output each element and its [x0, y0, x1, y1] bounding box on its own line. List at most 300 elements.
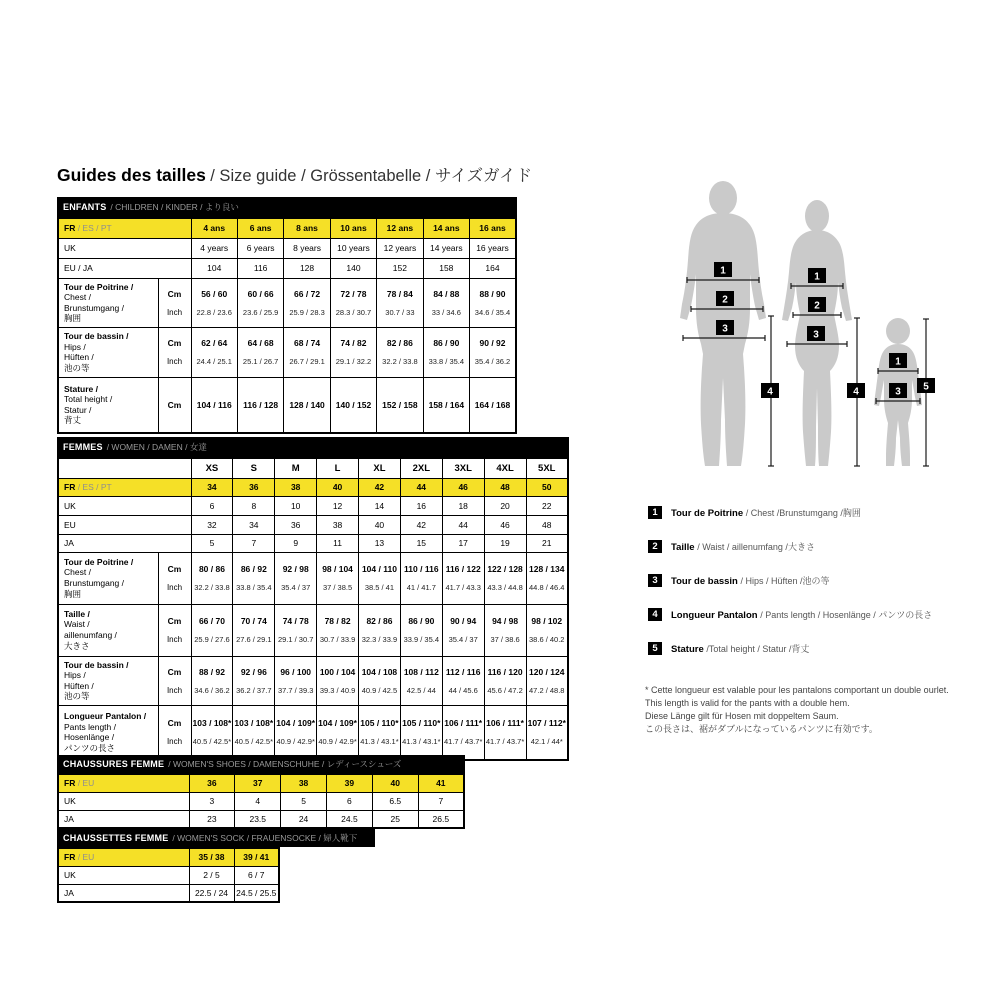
legend-text — [671, 571, 830, 589]
measurement-value-cell — [400, 706, 442, 760]
inch-value: 41.7 / 43.3 — [445, 583, 481, 592]
size-value-cell: 24.5 — [326, 810, 372, 828]
femmes-row-measure — [58, 656, 568, 706]
size-value-cell: 38 — [275, 478, 317, 496]
measurement-value-cell — [275, 552, 317, 604]
region-label-cell: EU / JA — [58, 258, 191, 278]
cm-value: 112 / 116 — [445, 666, 481, 677]
unit-cm-label: Cm — [167, 564, 182, 574]
inch-value: 47.2 / 48.8 — [529, 685, 565, 695]
size-value-cell: 18 — [442, 496, 484, 515]
measurement-value-cell — [442, 552, 484, 604]
inch-value: 41.3 / 43.1* — [402, 737, 441, 747]
size-value-cell: 40 — [359, 515, 401, 534]
size-header-cell: 4XL — [484, 458, 526, 478]
measurement-label-line: Statur / — [64, 404, 92, 415]
measurement-value-cell — [330, 377, 376, 433]
enfants-row-measure — [58, 278, 516, 328]
region-label-main: FR — [64, 852, 76, 863]
chaussures-row-plain — [58, 810, 464, 828]
size-value-cell: 9 — [275, 534, 317, 552]
cm-value: 110 / 116 — [404, 564, 439, 574]
inch-value: 40.9 / 42.5 — [361, 685, 398, 695]
size-value-cell: 34 — [191, 478, 233, 496]
measurement-value-cell — [377, 328, 423, 378]
inch-value: 43.3 / 44.8 — [487, 583, 523, 592]
measurement-value-cell — [191, 377, 237, 433]
size-value-cell: 38 — [281, 774, 327, 792]
inch-value: 40.5 / 42.5* — [192, 737, 232, 747]
size-value-cell: 8 — [233, 496, 275, 515]
page-title — [57, 162, 532, 186]
women-size-table-section — [57, 437, 569, 761]
measurement-label-line: Chest / — [64, 567, 91, 578]
children-size-table-section — [57, 197, 517, 434]
size-value-cell: 48 — [484, 478, 526, 496]
size-value-cell: 15 — [400, 534, 442, 552]
measurement-label-line: 池の等 — [64, 362, 90, 373]
measurement-label-line: Tour de bassin / — [64, 331, 129, 341]
femmes-row-measure — [58, 706, 568, 760]
measurement-value-cell — [442, 706, 484, 760]
cm-value: 86 / 92 — [240, 564, 267, 574]
cm-value: 128 / 134 — [529, 564, 565, 574]
inch-value: 39.3 / 40.9 — [319, 685, 356, 695]
measurement-value-cell — [484, 706, 526, 760]
cm-value: 88 / 90 — [479, 288, 506, 299]
cm-value: 56 / 60 — [201, 288, 228, 299]
cm-value: 120 / 124 — [529, 666, 565, 677]
measurement-value-cell — [400, 604, 442, 656]
cm-value: 90 / 94 — [450, 616, 477, 626]
chaussures-row-plain — [58, 792, 464, 810]
inch-value: 23.6 / 25.9 — [242, 307, 279, 317]
cm-value: 103 / 108* — [192, 718, 232, 729]
measurement-label-line: Tour de Poitrine / — [64, 281, 134, 292]
size-value-cell: 36 — [233, 478, 275, 496]
unit-cm-label: Cm — [167, 718, 182, 729]
size-value-cell: 16 — [400, 496, 442, 515]
child-stature-chip: 5 — [923, 381, 929, 393]
measurement-label-line: Tour de bassin / — [64, 659, 129, 670]
measurement-value-cell — [275, 604, 317, 656]
unit-cm-label: Cm — [167, 338, 182, 349]
cm-value: 72 / 78 — [340, 288, 367, 299]
cm-value: 86 / 90 — [408, 616, 435, 626]
size-value-cell: 34 — [233, 515, 275, 534]
measurement-value-cell — [191, 604, 233, 656]
femmes-row-plain — [58, 515, 568, 534]
size-value-cell: 32 — [191, 515, 233, 534]
size-value-cell: 4 — [235, 792, 281, 810]
size-value-cell: 39 — [326, 774, 372, 792]
cm-value: 108 / 112 — [403, 666, 439, 677]
inch-value: 41.7 / 43.7* — [485, 737, 525, 747]
measurement-value-cell — [237, 278, 283, 328]
cm-value: 94 / 98 — [492, 616, 519, 626]
measurement-value-cell — [359, 656, 401, 706]
measurement-label-line: Brunstumgang / — [64, 578, 125, 588]
cm-value: 78 / 84 — [386, 288, 413, 299]
man-waist-chip: 2 — [722, 294, 728, 306]
man-chest-chip: 1 — [720, 265, 726, 277]
femmes-row-measure — [58, 604, 568, 656]
measurement-value-cell — [233, 604, 275, 656]
legend-label-main: Stature — [671, 644, 707, 655]
inch-value: 41.7 / 43.7* — [444, 737, 483, 747]
measurement-label-cell — [58, 656, 158, 706]
cm-value: 116 / 120 — [487, 666, 523, 677]
unit-cell — [158, 278, 191, 328]
measurement-value-cell — [484, 656, 526, 706]
unit-inch-label: Inch — [166, 685, 183, 695]
size-value-cell: 36 — [275, 515, 317, 534]
measurement-label-cell — [58, 377, 158, 433]
measurement-value-cell — [442, 604, 484, 656]
size-value-cell: 20 — [484, 496, 526, 515]
region-label-cell: JA — [58, 534, 191, 552]
cm-value: 106 / 111* — [444, 718, 483, 729]
unit-cm-label: Cm — [167, 288, 182, 299]
cm-value: 103 / 108* — [234, 718, 274, 729]
cm-value: 116 / 128 — [243, 399, 279, 410]
size-value-cell: 4 years — [191, 238, 237, 258]
legend-label-main: Taille — [671, 542, 698, 553]
size-value-cell: 39 / 41 — [234, 848, 279, 866]
legend-chip-5: 5 — [648, 642, 662, 655]
woman-waist-chip: 2 — [814, 300, 820, 312]
measurement-value-cell — [359, 706, 401, 760]
region-label-sub: / ES / PT — [75, 223, 112, 234]
legend-text — [671, 605, 932, 623]
size-value-cell: 12 — [317, 496, 359, 515]
enfants-row-yellow — [58, 218, 516, 238]
measurement-value-cell — [359, 552, 401, 604]
measurement-label-line: 背丈 — [64, 415, 82, 426]
cm-value: 86 / 90 — [433, 338, 460, 349]
inch-value: 29.1 / 30.7 — [277, 635, 314, 644]
region-label-cell: UK — [58, 496, 191, 515]
size-value-cell: 12 ans — [377, 218, 423, 238]
size-value-cell: 22.5 / 24 — [189, 884, 234, 902]
legend-item-1 — [648, 503, 932, 521]
size-header-cell: 3XL — [442, 458, 484, 478]
inch-value: 29.1 / 32.2 — [335, 357, 372, 367]
measurement-value-cell — [317, 552, 359, 604]
size-header-cell: M — [275, 458, 317, 478]
unit-cell — [158, 656, 191, 706]
size-value-cell: 24.5 / 25.5 — [234, 884, 279, 902]
size-value-cell: 164 — [470, 258, 516, 278]
man-hips-chip: 3 — [722, 323, 728, 335]
unit-inch-label: Inch — [166, 635, 183, 644]
measurement-value-cell — [526, 552, 568, 604]
size-header-cell: XS — [191, 458, 233, 478]
children-size-table — [57, 217, 517, 434]
cm-value: 158 / 164 — [428, 399, 465, 410]
size-value-cell: 38 — [317, 515, 359, 534]
measurement-label-cell — [58, 278, 158, 328]
measurement-label-line: Taille / — [64, 608, 90, 619]
size-value-cell: 7 — [418, 792, 464, 810]
measurement-value-cell — [237, 328, 283, 378]
region-label-cell: UK — [58, 866, 189, 884]
measurement-label-line: Hosenlänge / — [64, 732, 115, 743]
cm-value: 70 / 74 — [240, 616, 267, 626]
measurement-value-cell — [526, 706, 568, 760]
inch-value: 32.3 / 33.9 — [361, 635, 398, 644]
measurement-value-cell — [317, 706, 359, 760]
cm-value: 90 / 92 — [479, 338, 506, 349]
cm-value: 78 / 82 — [324, 616, 351, 626]
child-hips-chip: 3 — [895, 386, 901, 398]
region-label-main: FR — [64, 223, 76, 234]
region-label-sub: / EU — [75, 852, 95, 863]
size-value-cell: 2 / 5 — [189, 866, 234, 884]
measurement-value-cell — [233, 552, 275, 604]
inch-value: 22.8 / 23.6 — [196, 307, 232, 317]
size-value-cell: 24 — [281, 810, 327, 828]
size-value-cell: 10 — [275, 496, 317, 515]
inch-value: 33.8 / 35.4 — [428, 357, 465, 367]
size-value-cell: 128 — [284, 258, 330, 278]
man-pants-length-chip: 4 — [767, 386, 773, 398]
size-value-cell: 23 — [189, 810, 235, 828]
inch-value: 41.3 / 43.1* — [360, 737, 399, 747]
size-header-cell: L — [317, 458, 359, 478]
legend-label-sub: / Waist / aillenumfang /大きさ — [697, 542, 815, 552]
size-value-cell: 8 ans — [284, 218, 330, 238]
legend-text — [671, 503, 861, 521]
women-table-header — [57, 437, 569, 457]
chaussettes-row-plain — [58, 884, 279, 902]
enfants-row-plain — [58, 238, 516, 258]
woman-chest-chip: 1 — [814, 271, 820, 283]
legend-label-sub: / Hips / Hüften /池の等 — [740, 576, 830, 586]
size-value-cell: 23.5 — [235, 810, 281, 828]
region-label-sub: / EU — [75, 778, 95, 789]
inch-value: 25.1 / 26.7 — [242, 357, 279, 367]
legend-label-main: Tour de Poitrine — [671, 508, 746, 519]
inch-value: 25.9 / 28.3 — [289, 307, 325, 317]
legend-chip-3: 3 — [648, 574, 662, 587]
unit-inch-label: Inch — [166, 357, 183, 367]
cm-value: 66 / 72 — [294, 288, 321, 299]
unit-inch-label: Inch — [166, 583, 183, 592]
cm-value: 104 / 109* — [276, 718, 316, 729]
inch-value: 28.3 / 30.7 — [335, 307, 372, 317]
size-value-cell: 44 — [400, 478, 442, 496]
chaussettes-row-plain — [58, 866, 279, 884]
cm-value: 82 / 86 — [386, 338, 413, 349]
measurement-value-cell — [400, 552, 442, 604]
measurement-value-cell — [237, 377, 283, 433]
body-measurement-figure — [645, 168, 965, 478]
unit-cell — [158, 706, 191, 760]
size-value-cell: 40 — [317, 478, 359, 496]
women-shoes-header-main: CHAUSSURES FEMME — [63, 759, 165, 769]
children-header-main: ENFANTS — [63, 202, 107, 212]
size-value-cell: 6 ans — [237, 218, 283, 238]
size-value-cell: 21 — [526, 534, 568, 552]
size-value-cell: 140 — [330, 258, 376, 278]
cm-value: 152 / 158 — [382, 399, 418, 410]
measurement-label-line: Brunstumgang / — [64, 302, 125, 313]
size-value-cell: 46 — [442, 478, 484, 496]
measurement-value-cell — [191, 278, 237, 328]
unit-inch-label: Inch — [166, 307, 183, 317]
cm-value: 88 / 92 — [198, 666, 225, 677]
cm-value: 68 / 74 — [294, 338, 321, 349]
measurement-label-line: Chest / — [64, 292, 91, 303]
unit-inch-label: Inch — [166, 737, 183, 747]
measurement-value-cell — [526, 604, 568, 656]
legend-label-sub: / Pants length / Hosenlänge / パンツの長さ — [760, 610, 933, 620]
enfants-row-measure — [58, 328, 516, 378]
measurement-label-line: Waist / — [64, 619, 90, 630]
femmes-row-plain — [58, 534, 568, 552]
size-value-cell: 116 — [237, 258, 283, 278]
measurement-legend — [648, 503, 932, 673]
size-value-cell: 13 — [359, 534, 401, 552]
legend-chip-2: 2 — [648, 540, 662, 553]
region-label-cell: UK — [58, 238, 191, 258]
size-value-cell: 6 — [326, 792, 372, 810]
measurement-value-cell — [233, 706, 275, 760]
measurement-label-cell — [58, 604, 158, 656]
cm-value: 100 / 104 — [319, 666, 356, 677]
cm-value: 164 / 168 — [474, 399, 511, 410]
size-value-cell: 3 — [189, 792, 235, 810]
inch-value: 38.6 / 40.2 — [529, 635, 565, 644]
women-size-table — [57, 457, 569, 761]
cm-value: 107 / 112* — [527, 718, 566, 729]
measurement-value-cell — [233, 656, 275, 706]
measurement-label-cell — [58, 706, 158, 760]
cm-value: 82 / 86 — [366, 616, 393, 626]
measurement-label-line: Hüften / — [64, 352, 94, 363]
measurement-value-cell — [191, 328, 237, 378]
size-value-cell: 152 — [377, 258, 423, 278]
inch-value: 32.2 / 33.8 — [382, 357, 418, 367]
measurement-label-line: 池の等 — [64, 691, 90, 702]
measurement-value-cell — [191, 656, 233, 706]
measurement-value-cell — [275, 656, 317, 706]
inch-value: 41 / 41.7 — [406, 583, 436, 592]
measurement-label-line: Hips / — [64, 670, 86, 681]
women-socks-table-section — [57, 829, 375, 903]
measurement-value-cell — [423, 278, 469, 328]
cm-value: 80 / 86 — [198, 564, 225, 574]
cm-value: 60 / 66 — [247, 288, 274, 299]
size-value-cell: 6.5 — [372, 792, 418, 810]
legend-item-2 — [648, 537, 932, 555]
cm-value: 64 / 68 — [247, 338, 274, 349]
cm-value: 74 / 82 — [340, 338, 367, 349]
femmes-row-yellow — [58, 478, 568, 496]
inch-value: 26.7 / 29.1 — [289, 357, 325, 367]
footnote-line-3: Diese Länge gilt für Hosen mit doppeltem Saum. — [645, 711, 839, 722]
measurement-value-cell — [484, 604, 526, 656]
unit-cell — [158, 604, 191, 656]
corner-cell — [58, 458, 191, 478]
unit-cell — [158, 377, 191, 433]
measurement-value-cell — [330, 278, 376, 328]
size-value-cell: 48 — [526, 515, 568, 534]
size-header-cell: 5XL — [526, 458, 568, 478]
measurement-label-line: Pants length / — [64, 721, 116, 732]
size-value-cell: 16 ans — [470, 218, 516, 238]
inch-value: 40.9 / 42.9* — [276, 737, 315, 747]
region-label-main: FR — [64, 778, 76, 789]
inch-value: 33.9 / 35.4 — [403, 635, 440, 644]
region-label-cell — [58, 218, 191, 238]
cm-value: 98 / 104 — [322, 564, 353, 574]
cm-value: 66 / 70 — [198, 616, 225, 626]
size-value-cell: 158 — [423, 258, 469, 278]
women-shoes-header-sub: / WOMEN'S SHOES / DAMENSCHUHE / レディースシューズ — [168, 759, 402, 769]
inch-value: 42.1 / 44* — [530, 737, 563, 747]
enfants-row-measure — [58, 377, 516, 433]
measurement-value-cell — [191, 706, 233, 760]
page-title-main: Guides des tailles — [57, 165, 206, 185]
woman-pants-length-chip: 4 — [853, 386, 859, 398]
size-value-cell: 11 — [317, 534, 359, 552]
femmes-row-sizes — [58, 458, 568, 478]
measurement-value-cell — [400, 656, 442, 706]
size-value-cell: 12 years — [377, 238, 423, 258]
measurement-label-line: Hips / — [64, 341, 86, 352]
cm-value: 140 / 152 — [335, 399, 372, 410]
unit-cm-label: Cm — [167, 399, 182, 410]
inch-value: 34.6 / 36.2 — [194, 685, 230, 695]
measurement-label-cell — [58, 552, 158, 604]
size-value-cell: 35 / 38 — [189, 848, 234, 866]
size-value-cell: 14 years — [423, 238, 469, 258]
cm-value: 104 / 116 — [196, 399, 232, 410]
cm-value: 84 / 88 — [433, 288, 460, 299]
measurement-value-cell — [275, 706, 317, 760]
cm-value: 105 / 110* — [402, 718, 441, 729]
chaussures-row-yellow — [58, 774, 464, 792]
size-value-cell: 10 ans — [330, 218, 376, 238]
measurement-value-cell — [284, 328, 330, 378]
size-value-cell: 22 — [526, 496, 568, 515]
size-value-cell: 10 years — [330, 238, 376, 258]
children-header-sub: / CHILDREN / KINDER / より良い — [110, 202, 239, 212]
inch-value: 35.4 / 37 — [281, 583, 311, 592]
legend-item-5 — [648, 639, 932, 657]
size-value-cell: 104 — [191, 258, 237, 278]
cm-value: 116 / 122 — [445, 564, 481, 574]
inch-value: 45.6 / 47.2 — [487, 685, 523, 695]
region-label-cell — [58, 478, 191, 496]
size-value-cell: 25 — [372, 810, 418, 828]
measurement-value-cell — [377, 377, 423, 433]
inch-value: 37 / 38.6 — [490, 635, 520, 644]
cm-value: 128 / 140 — [289, 399, 325, 410]
inch-value: 37 / 38.5 — [322, 583, 353, 592]
women-header-main: FEMMES — [63, 442, 103, 452]
femmes-row-plain — [58, 496, 568, 515]
measurement-label-line: Total height / — [64, 394, 113, 405]
inch-value: 37.7 / 39.3 — [277, 685, 314, 695]
legend-label-main: Tour de bassin — [671, 576, 741, 587]
inch-value: 30.7 / 33 — [385, 307, 415, 317]
women-socks-table — [57, 847, 280, 903]
legend-label-sub: / Chest /Brunstumgang /胸囲 — [745, 508, 861, 518]
size-value-cell: 5 — [191, 534, 233, 552]
